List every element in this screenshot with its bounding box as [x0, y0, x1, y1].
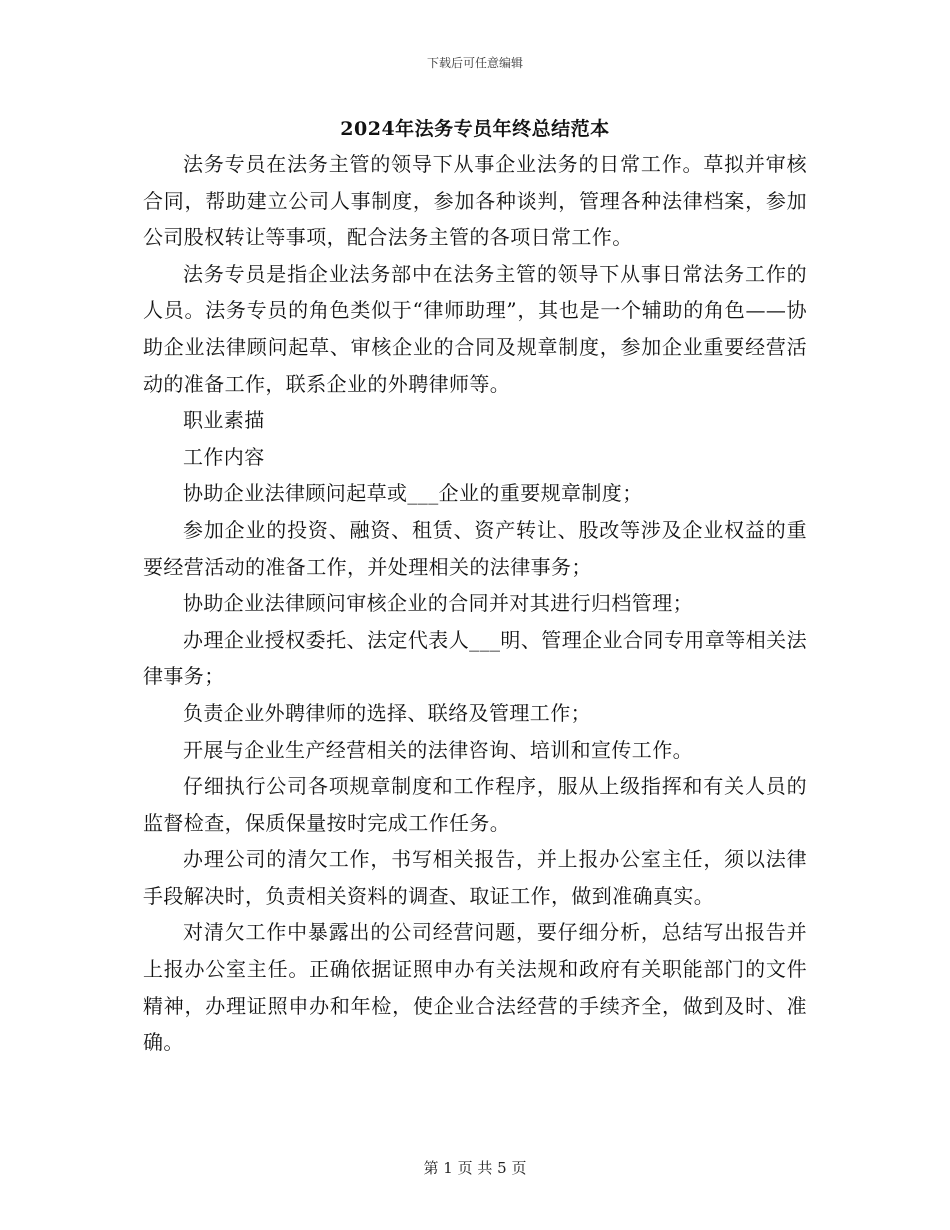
paragraph-duty: 参加企业的投资、融资、租赁、资产转让、股改等涉及企业权益的重要经营活动的准备工作，并处理相关的法律事务； — [143, 517, 807, 579]
paragraph-duty: 协助企业法律顾问起草或___企业的重要规章制度； — [183, 481, 643, 506]
paragraph-duty: 负责企业外聘律师的选择、联络及管理工作； — [183, 700, 591, 725]
paragraph-body: 对清欠工作中暴露出的公司经营问题，要仔细分析，总结写出报告并上报办公室主任。正确依据证照申办有关法规和政府有关职能部门的文件精神，办理证照申办和年检，使企业合法经营的手续齐全，做到及时、准确。 — [143, 920, 807, 1055]
paragraph-subsection-heading: 工作内容 — [183, 444, 265, 469]
paragraph-duty: 办理企业授权委托、法定代表人___明、管理企业合同专用章等相关法律事务； — [143, 627, 807, 689]
paragraph-duty: 协助企业法律顾问审核企业的合同并对其进行归档管理； — [183, 591, 693, 616]
paragraph-body: 办理公司的清欠工作，书写相关报告，并上报办公室主任，须以法律手段解决时，负责相关资料的调查、取证工作，做到准确真实。 — [143, 847, 807, 908]
paragraph-body: 仔细执行公司各项规章制度和工作程序，服从上级指挥和有关人员的监督检查，保质保量按时完成工作任务。 — [143, 774, 807, 835]
paragraph-definition: 法务专员是指企业法务部中在法务主管的领导下从事日常法务工作的人员。法务专员的角色类似于“律师助理”，其也是一个辅助的角色——协助企业法律顾问起草、审核企业的合同及规章制度，参加企业重要经营活动的准备工作，联系企业的外聘律师等。 — [143, 261, 807, 396]
paragraph-duty: 开展与企业生产经营相关的法律咨询、培训和宣传工作。 — [183, 737, 693, 762]
paragraph-section-heading: 职业素描 — [183, 408, 265, 433]
page-header-note: 下载后可任意编辑 — [426, 56, 523, 70]
paragraph-intro: 法务专员在法务主管的领导下从事企业法务的日常工作。草拟并审核合同，帮助建立公司人事制度，参加各种谈判，管理各种法律档案，参加公司股权转让等事项，配合法务主管的各项日常工作。 — [143, 152, 807, 250]
document-title: 2024年法务专员年终总结范本 — [340, 118, 610, 140]
page-footer-number: 第 1 页 共 5 页 — [423, 1159, 527, 1177]
document-body — [143, 146, 807, 1061]
